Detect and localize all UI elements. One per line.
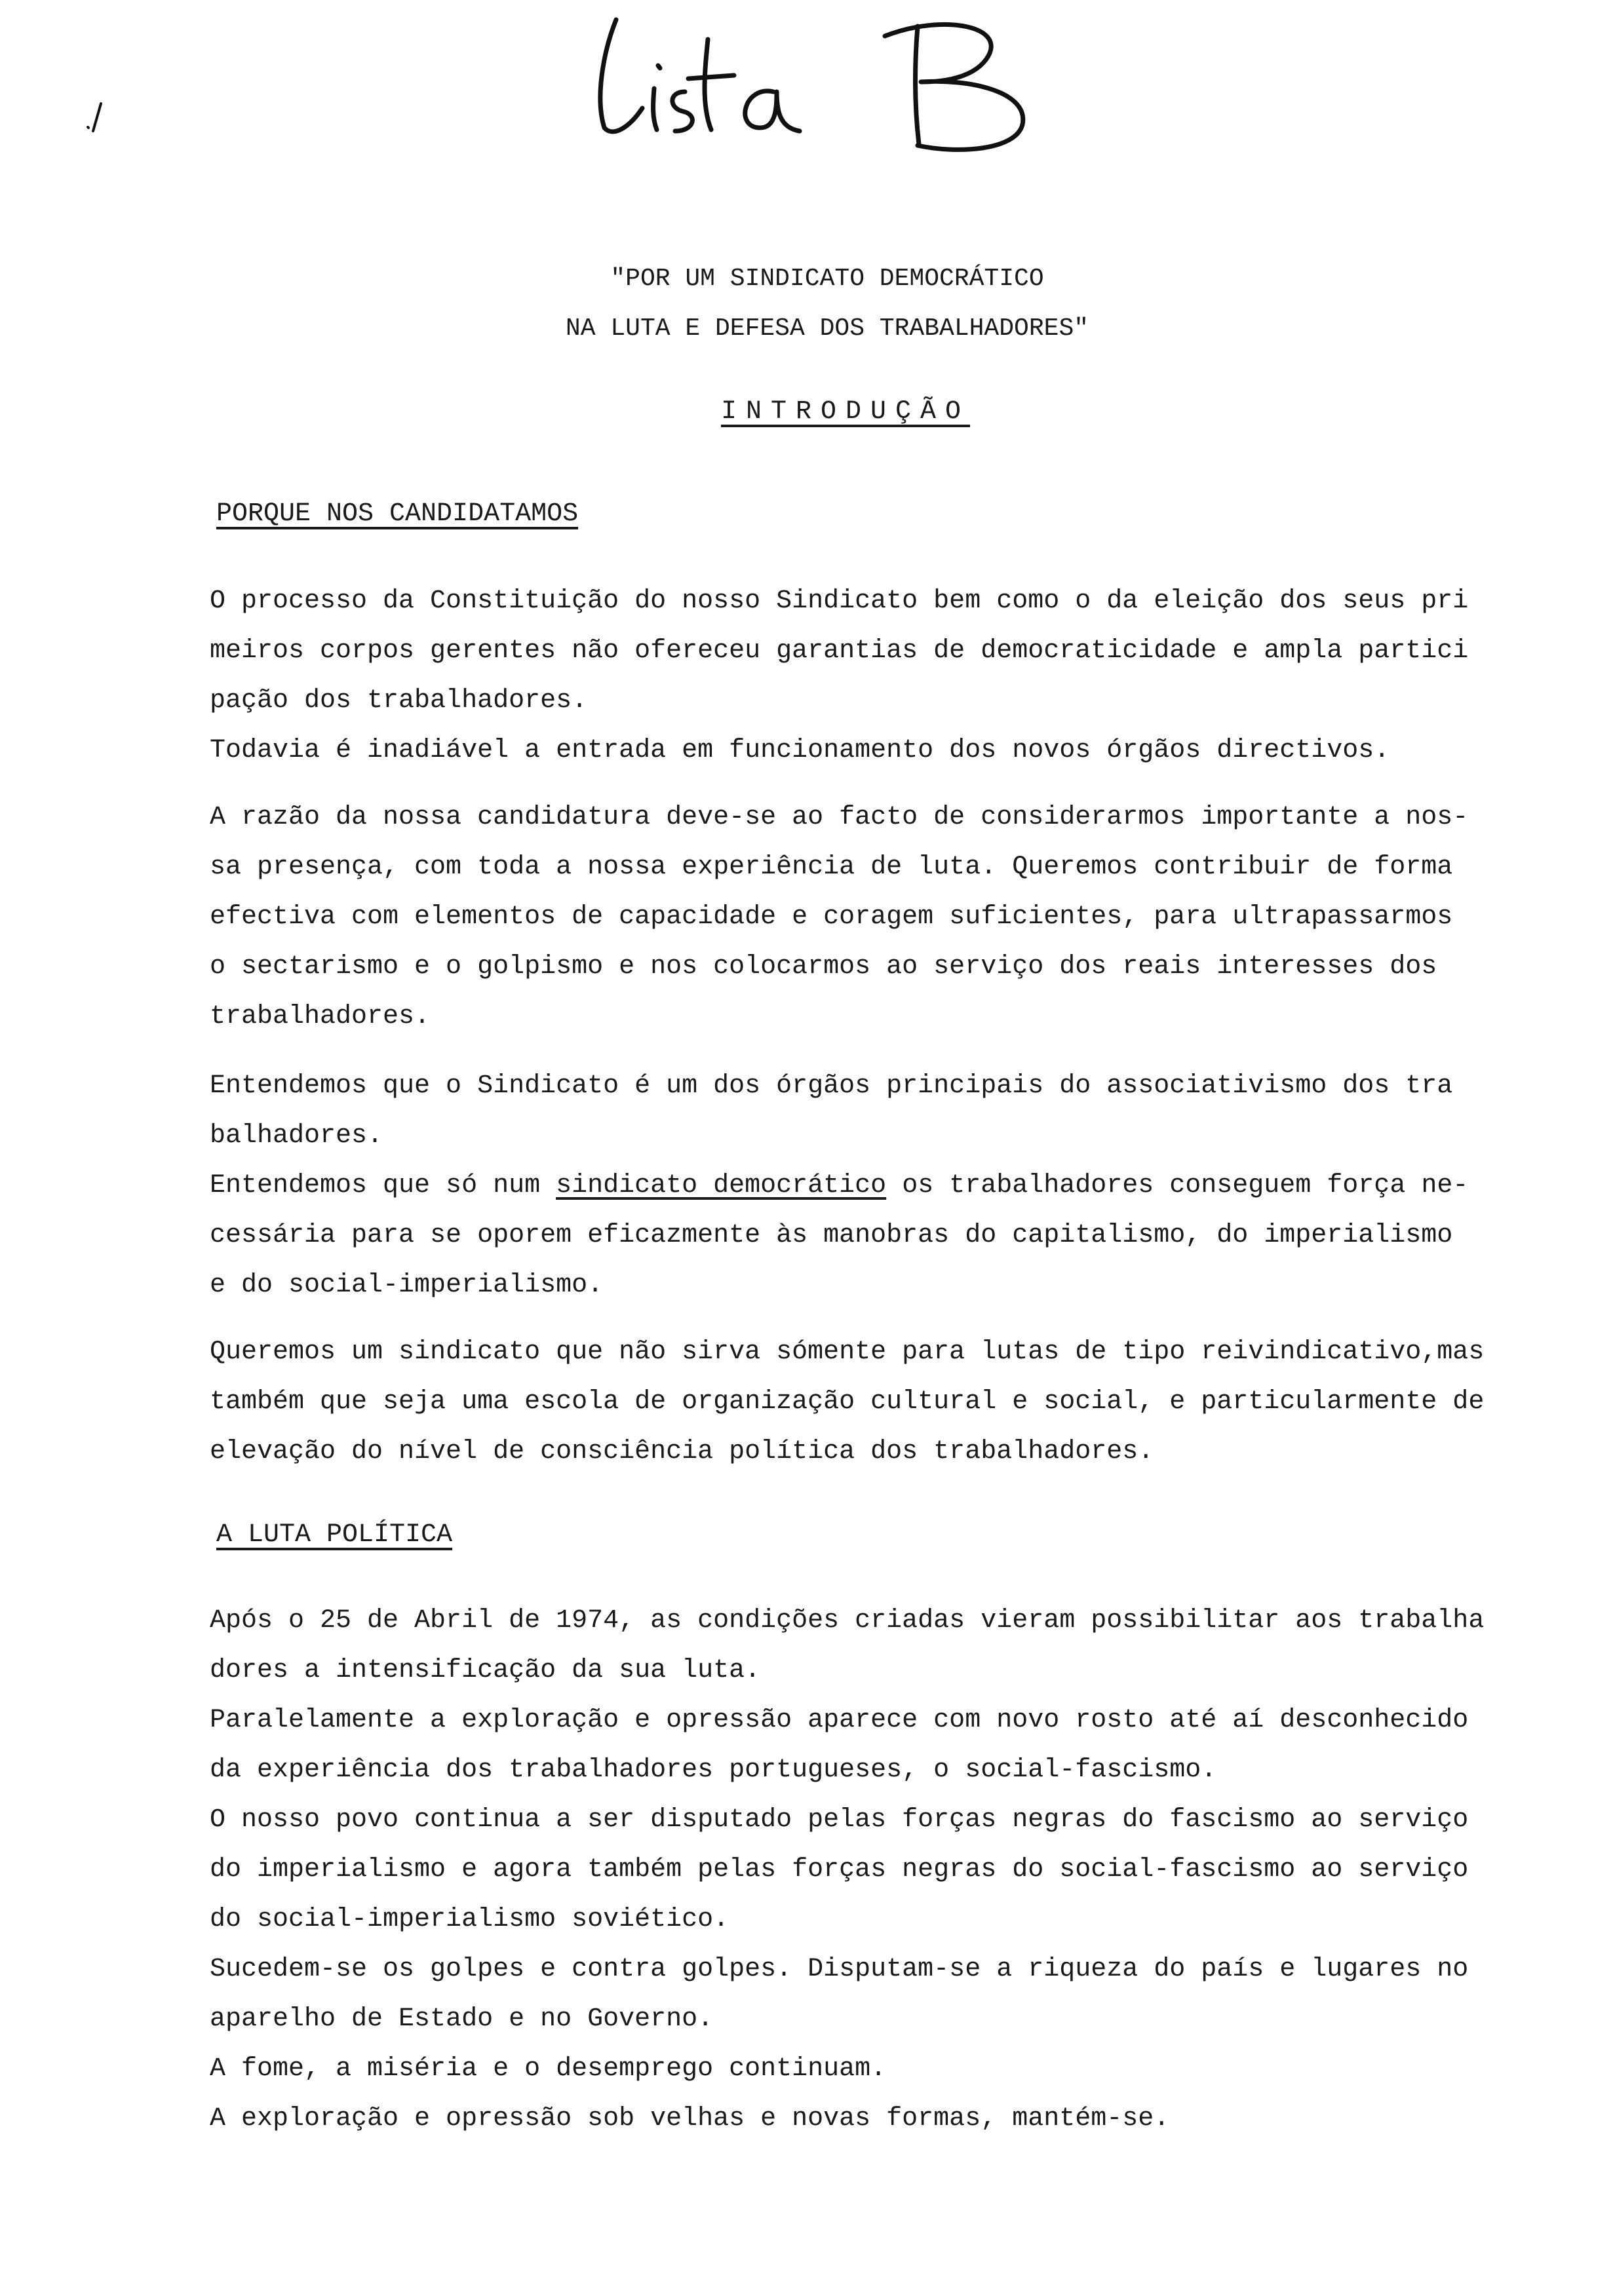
section-heading-candidatura: PORQUE NOS CANDIDATAMOS: [216, 499, 579, 529]
margin-mark: [84, 98, 110, 138]
section-heading-luta-politica: A LUTA POLÍTICA: [216, 1520, 453, 1550]
paragraph-processo: O processo da Constituição do nosso Sindicato bem como o da eleição dos seus pri meiros corpos gerentes não ofereceu garantias de democraticidade e ampla partici pação dos trabalhadores. Todavia é inadiável a entrada em funcionamento dos novos órgãos directivos.: [210, 586, 1469, 765]
intro-heading: INTRODUÇÃO: [721, 397, 971, 427]
title-line-1: "POR UM SINDICATO DEMOCRÁTICO: [610, 265, 1044, 293]
paragraph-queremos: Queremos um sindicato que não sirva sómente para lutas de tipo reivindicativo,mas também que seja uma escola de organização cultural e social, e particularmente de elevação do nível de consciência política dos trabalhadores.: [210, 1337, 1485, 1466]
paragraph-entendemos: Entendemos que o Sindicato é um dos órgãos principais do associativismo dos tra balhadores. Entendemos que só num sindicato democrático os trabalhadores conseguem força ne- cessária para se oporem eficazmente às manobras do capitalismo, do imperialismo e do social-imperialismo.: [210, 1071, 1469, 1300]
underlined-phrase: sindicato democrático: [556, 1171, 887, 1200]
title-line-2: NA LUTA E DEFESA DOS TRABALHADORES": [565, 315, 1089, 343]
handwritten-header: [577, 0, 1075, 157]
paragraph-luta-politica: Após o 25 de Abril de 1974, as condições criadas vieram possibilitar aos trabalha dores a intensificação da sua luta. Paralelamente a exploração e opressão aparece com novo rosto até aí desconhecido da experiência dos trabalhadores portugueses, o social-fascismo. O nosso povo continua a ser disputado pelas forças negras do fascismo ao serviço do imperialismo e agora também pelas forças negras do social-fascismo ao serviço do social-imperialismo soviético. Sucedem-se os golpes e contra golpes. Disputam-se a riqueza do país e lugares no aparelho de Estado e no Governo. A fome, a miséria e o desemprego continuam. A exploração e opressão sob velhas e novas formas, mantém-se.: [210, 1606, 1485, 2133]
document-title: [0, 254, 1615, 354]
paragraph-razao: A razão da nossa candidatura deve-se ao facto de considerarmos importante a nos- sa presença, com toda a nossa experiência de luta. Queremos contribuir de forma efectiva com elementos de capacidade e coragem suficientes, para ultrapassarmos o sectarismo e o golpismo e nos colocarmos ao serviço dos reais interesses dos trabalhadores.: [210, 803, 1469, 1031]
